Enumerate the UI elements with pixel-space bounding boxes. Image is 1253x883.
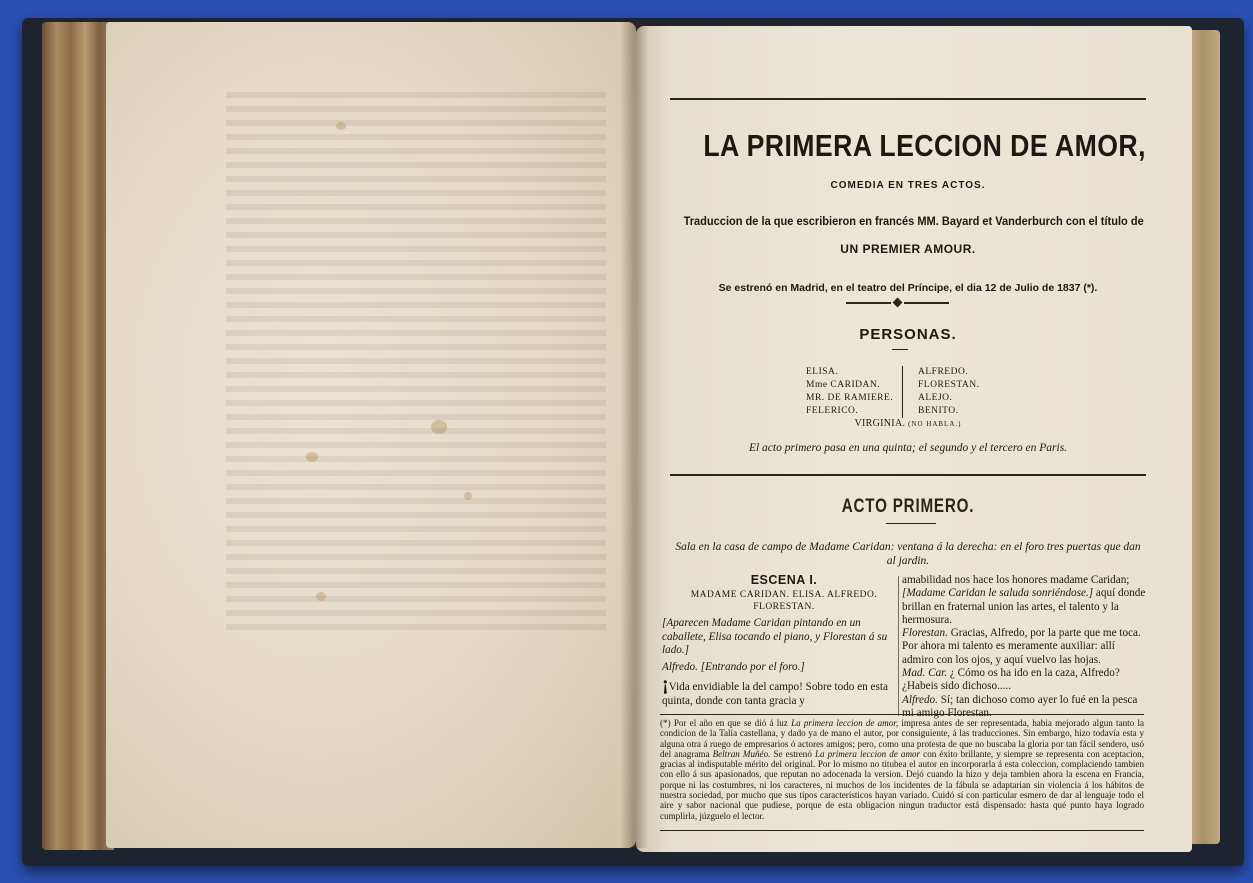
left-page-edges <box>42 22 114 850</box>
speech <box>902 667 1148 694</box>
speech-line: Gracias, Alfredo, por la parte que me toca. Por ahora mi talento es meramente auxiliar: allí admiro con los ojos, y aquí vuelvo las hojas. <box>902 627 1141 666</box>
ornament-dot <box>893 298 903 308</box>
mute-character <box>670 418 1146 429</box>
foxing-stain <box>464 492 472 500</box>
left-page <box>106 22 636 848</box>
cast-list-right <box>918 366 980 418</box>
speech-text <box>902 574 1148 627</box>
section-rule <box>670 474 1146 476</box>
text-column-left <box>662 574 906 708</box>
speech-line: Sí; tan dichoso como ayer lo fué en la pesca mi amigo Florestan. <box>902 693 1138 719</box>
footnote-text: Por el año en que se dió á luz <box>673 718 788 728</box>
footnote-italic: Beltran Muñéo. <box>712 748 771 759</box>
cast-entry: FLORESTAN. <box>918 380 980 390</box>
mute-character-name: VIRGINIA. <box>854 418 906 429</box>
cast-entry: ELISA. <box>806 367 839 377</box>
footnote-mark: (*) <box>660 718 671 728</box>
cast-list-left <box>806 366 893 418</box>
bleed-through-column <box>406 92 606 632</box>
speaker-label: Alfredo. <box>902 693 938 706</box>
speech-line: ¿ Cómo os ha ido en la caza, Alfredo? ¿Habeis sido dichoso..... <box>902 667 1120 693</box>
foxing-stain <box>306 452 318 462</box>
foxing-stain <box>336 122 346 130</box>
cast-divider <box>902 366 903 418</box>
drop-cap: ¡ <box>662 673 669 696</box>
play-subtitle: COMEDIA EN TRES ACTOS. <box>830 180 986 191</box>
text-column-right <box>902 574 1148 720</box>
ornament-rule <box>846 302 891 304</box>
speech-line: aquí donde brillan en fraternal union las artes, el talento y la hermosura. <box>902 587 1146 626</box>
translation-note: Traduccion de la que escribieron en francés MM. Bayard et Vanderburch con el título de <box>683 214 1144 228</box>
ornament-rule <box>904 302 949 304</box>
act-heading: ACTO PRIMERO. <box>841 496 975 517</box>
scene-heading: ESCENA I. <box>750 573 818 587</box>
header-rule <box>670 98 1146 100</box>
speech <box>902 627 1148 667</box>
right-page <box>636 26 1192 852</box>
cast-entry: ALEJO. <box>918 393 953 403</box>
act-ornament <box>886 523 936 524</box>
speech-line: amabilidad nos hace los honores madame Caridan; <box>902 574 1130 586</box>
foxing-stain <box>431 420 447 434</box>
bleed-through-column <box>226 92 406 632</box>
speech <box>662 661 906 674</box>
premiere-note: Se estrenó en Madrid, en el teatro del Príncipe, el dia 12 de Julio de 1837 (*). <box>718 282 1098 294</box>
speech <box>902 694 1148 721</box>
footnote-text: Se estrenó <box>773 748 812 759</box>
footnote-italic: La primera leccion de amor, <box>791 718 899 728</box>
cast-entry: BENITO. <box>918 406 959 416</box>
footnote-bottom-rule <box>660 830 1144 831</box>
cast-entry: Mme CARIDAN. <box>806 380 881 390</box>
footnote <box>660 718 1144 821</box>
footnote-rule <box>660 714 1144 715</box>
personas-heading: PERSONAS. <box>859 326 957 343</box>
cast-entry: FELERICO. <box>806 406 859 416</box>
cast-entry: MR. DE RAMIERE. <box>806 393 894 403</box>
speech-text <box>662 673 906 708</box>
column-divider <box>898 576 899 716</box>
speaker-direction: [Entrando por el foro.] <box>700 661 805 674</box>
stage-direction: [Aparecen Madame Caridan pintando en un caballete, Elisa tocando el piano, y Florestan á su lado.] <box>662 617 888 656</box>
speaker-label: Alfredo. <box>662 661 698 674</box>
footnote-text: impresa antes de ser representada, habia mejorado algun tanto la condicion de la Talía castellana, y dado ya de mano el autor, por consiguiente, á las traducciones. Sin embargo, hizo todavía esta y alguna otra á ruego de empresarios ó actores amigos; pero, como una protesta de que no buscaba la gloria por tan fácil sendero, usó del anagrama <box>660 718 1145 759</box>
footnote-text: con éxito brillante, y siempre se representa con aceptacion, gracias al indisputable mérito del original. Por lo mismo no titubea el autor en incorporarla á esta coleccion, complaciendo tambien con ello á sus apasionados, que reputan no adocenada la version. Dejó cuando la hizo y deja tambien ahora la escena en Francia, porque ni las costumbres, ni los caracteres, ni muchos de los incidentes de la fábula se adaptarian sin violencia á los hábitos de nuestra sociedad, por mucho que sus tipos característicos hayan variado. Cuidó sí con particular esmero de dar al lenguaje todo el aire y sabor nacional que pudiese, porque de esta obligacion ningun traductor está dispensado: hasta qué punto haya logrado cumplirla, júzguelo el lector. <box>660 748 1145 821</box>
foxing-stain <box>316 592 326 601</box>
setting-note: El acto primero pasa en una quinta; el segundo y el tercero en Paris. <box>748 442 1068 454</box>
speaker-label: Florestan. <box>902 627 948 640</box>
play-title: LA PRIMERA LECCION DE AMOR, <box>703 128 1146 163</box>
scene-cast: MADAME CARIDAN. ELISA. ALFREDO. FLORESTAN. <box>690 590 878 613</box>
original-title: UN PREMIER AMOUR. <box>840 242 976 256</box>
speech-line: Vida envidiable la del campo! Sobre todo en esta quinta, donde con tanta gracia y <box>662 681 888 707</box>
speaker-label: Mad. Car. <box>902 667 948 680</box>
stage-direction-inline: [Madame Caridan le saluda sonriéndose.] <box>902 587 1094 600</box>
mute-character-note: (NO HABLA.) <box>908 420 962 428</box>
stage-description: Sala en la casa de campo de Madame Caridan: ventana á la derecha: en el foro tres puertas que dan al jardin. <box>675 541 1141 567</box>
footnote-italic: La primera leccion de amor <box>814 748 921 759</box>
personas-rule <box>892 349 908 350</box>
cast-entry: ALFREDO. <box>918 367 969 377</box>
